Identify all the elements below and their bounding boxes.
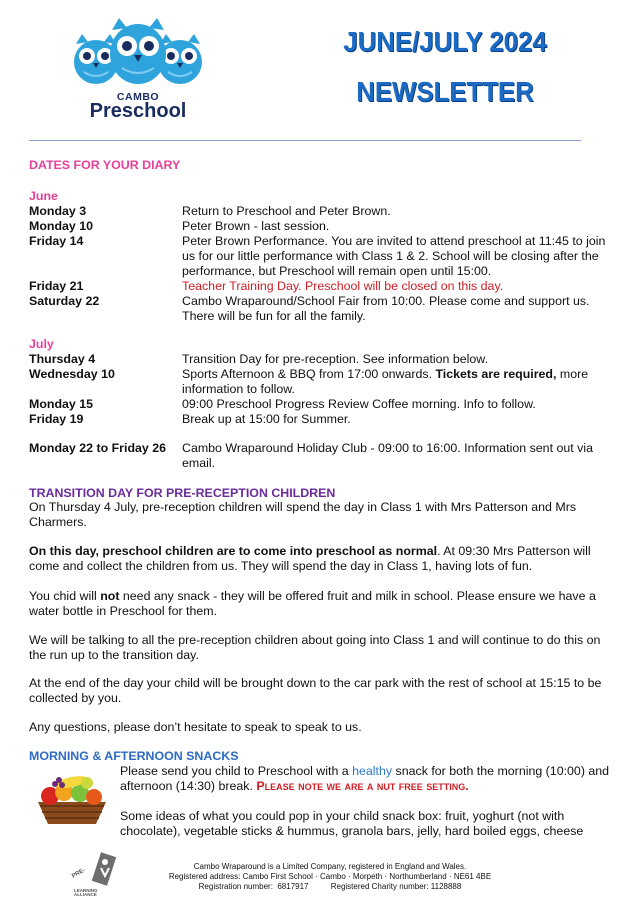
transition-paragraph (29, 589, 614, 619)
transition-text: . At 09:30 Mrs Patterson will come and collect the children from us. They will spend the day in Class 1, having lots of fun. (29, 544, 591, 573)
diary-desc: Break up at 15:00 for Summer. (182, 412, 351, 426)
fruit-basket-icon (32, 768, 112, 828)
transition-emphasis: On this day, preschool children are to come into preschool as normal (29, 544, 438, 558)
diary-desc (182, 367, 614, 397)
diary-day: Wednesday 10 (29, 367, 115, 381)
diary-day: Friday 21 (29, 279, 84, 293)
diary-day: Friday 19 (29, 412, 84, 426)
transition-paragraph: Any questions, please don’t hesitate to speak to speak to us. (29, 720, 362, 734)
transition-text: You chid will (29, 589, 101, 603)
transition-text: need any snack - they will be offered fruit and milk in school. Please ensure we have a water bottle in Preschool for them. (29, 589, 596, 618)
snacks-text: snack for both the morning (10:00) and afternoon (14:30) break. (120, 764, 610, 793)
diary-day: Monday 3 (29, 204, 87, 218)
diary-desc: Transition Day for pre-reception. See information below. (182, 352, 489, 366)
tickets-required: Tickets are required, (435, 367, 557, 381)
transition-paragraph: On Thursday 4 July, pre-reception children will spend the day in Class 1 with Mrs Patterson and Mrs Charmers. (29, 500, 577, 529)
transition-paragraph: We will be talking to all the pre-reception children about going into Class 1 and will continue to do this on the run up to the transition day. (29, 633, 601, 662)
diary-desc-part: Sports Afternoon & BBQ from 17:00 onwards. (182, 367, 436, 381)
diary-desc: Cambo Wraparound/School Fair from 10:00. Please come and support us. There will be fun for all the family. (182, 294, 590, 323)
learning-alliance-icon (70, 852, 120, 896)
diary-desc-closed: Teacher Training Day. Preschool will be closed on this day. (182, 279, 504, 293)
diary-day: Monday 15 (29, 397, 94, 411)
diary-desc: Return to Preschool and Peter Brown. (182, 204, 391, 218)
footer-company: Cambo Wraparound is a Limited Company, registered in England and Wales. (193, 862, 467, 871)
diary-day: Thursday 4 (29, 352, 96, 366)
fruit-basket-image (32, 768, 112, 828)
diary-desc: Peter Brown - last session. (182, 219, 330, 233)
diary-day: Monday 22 to Friday 26 (29, 441, 167, 455)
svg-text:ALLIANCE: ALLIANCE (74, 892, 97, 896)
newsletter-title: NEWSLETTER (356, 76, 534, 107)
diary-heading: DATES FOR YOUR DIARY (29, 158, 181, 172)
healthy-word: healthy (352, 764, 393, 778)
month-july: July (29, 337, 54, 351)
svg-text:PRE-: PRE- (71, 867, 87, 880)
owls-icon (62, 12, 214, 92)
svg-text:LEARNING: LEARNING (74, 888, 98, 893)
transition-emphasis: not (100, 589, 120, 603)
footer-registration: Registration number: 6817917 Registered Charity number: 1128888 (198, 882, 462, 891)
diary-desc: Peter Brown Performance. You are invited to attend preschool at 11:45 to join us for our little performance with Class 1 & 2. School will be closing after the performance, but Preschool will remain open until 15:00. (182, 234, 606, 278)
learning-alliance-logo (70, 852, 120, 896)
diary-desc-part: more information to follow. (182, 367, 589, 396)
header-divider (29, 140, 581, 141)
nut-free-note: Please note we are a nut free setting. (256, 779, 469, 793)
snacks-paragraph: Some ideas of what you could pop in your child snack box: fruit, yoghurt (not with chocolate), vegetable sticks & hummus, granola bars, jelly, hard boiled eggs, cheese (120, 809, 584, 838)
diary-day: Saturday 22 (29, 294, 100, 308)
transition-heading: TRANSITION DAY FOR PRE-RECEPTION CHILDREN (29, 486, 336, 500)
footer-address: Registered address: Cambo First School · Cambo · Morpeth · Northumberland · NE61 4BE (168, 872, 492, 881)
transition-paragraph: At the end of the day your child will be brought down to the car park with the rest of school at 15:15 to be collected by you. (29, 676, 602, 705)
month-june: June (29, 189, 58, 203)
snacks-text: Please send you child to Preschool with a (120, 764, 353, 778)
newsletter-date-title: JUNE/JULY 2024 (343, 26, 547, 57)
logo-cambo-text: CAMBO (116, 91, 160, 103)
snacks-heading: MORNING & AFTERNOON SNACKS (29, 749, 239, 763)
diary-day: Monday 10 (29, 219, 94, 233)
diary-day: Friday 14 (29, 234, 84, 248)
transition-paragraph (29, 544, 614, 574)
diary-desc: 09:00 Preschool Progress Review Coffee morning. Info to follow. (182, 397, 536, 411)
preschool-logo (62, 12, 214, 122)
logo-preschool-text: Preschool (89, 100, 187, 122)
diary-desc: Cambo Wraparound Holiday Club - 09:00 to 16:00. Information sent out via email. (182, 441, 593, 470)
snacks-paragraph (120, 764, 620, 794)
